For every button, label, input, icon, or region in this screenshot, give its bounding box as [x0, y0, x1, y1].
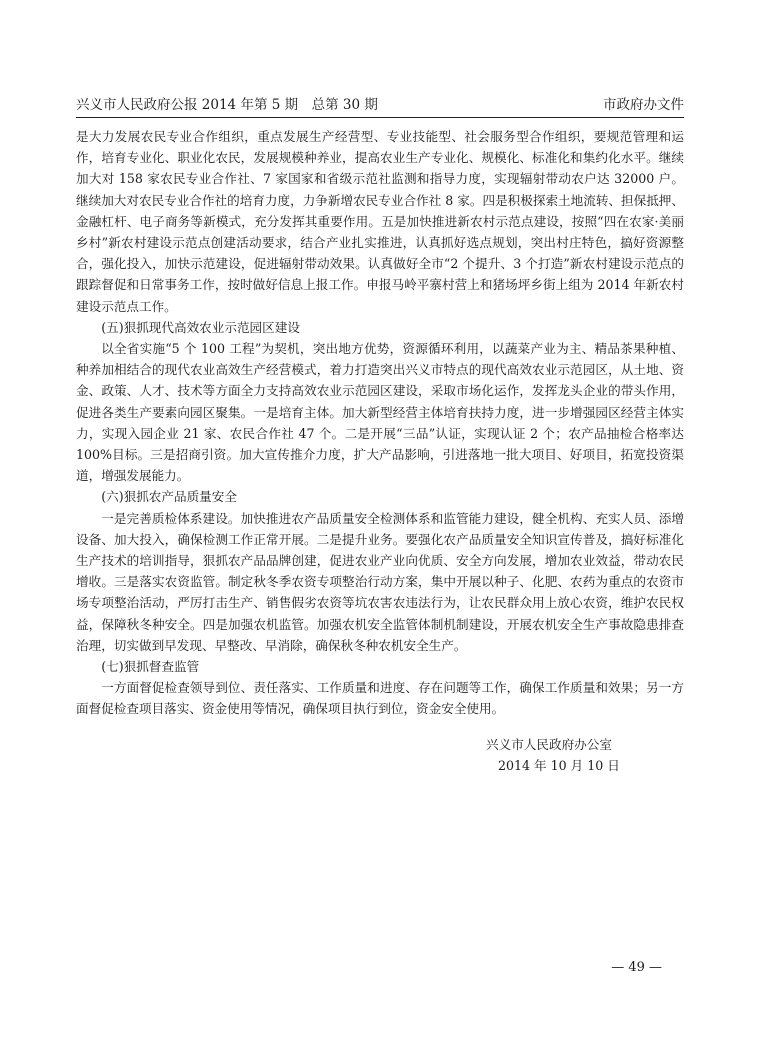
document-body [76, 126, 684, 720]
section-heading-7: (七)狠抓督查监管 [101, 659, 200, 675]
section-heading-5: (五)狠抓现代高效农业示范园区建设 [101, 319, 300, 335]
page-header [76, 93, 684, 118]
body-paragraph: 一方面督促检查领导到位、责任落实、工作质量和进度、存在问题等工作，确保工作质量和效果；另一方面督促检查项目落实、资金使用等情况，确保项目执行到位，资金安全使用。 [76, 680, 684, 717]
signature-date: 2014 年 10 月 10 日 [498, 758, 620, 773]
signature-org: 兴义市人民政府办公室 [486, 737, 612, 752]
signature-block [486, 734, 620, 776]
section-heading-6: (六)狠抓农产品质量安全 [101, 489, 237, 505]
page-number: — 49 — [611, 960, 662, 975]
body-paragraph: 是大力发展农民专业合作组织，重点发展生产经营型、专业技能型、社会服务型合作组织，要规范管理和运作，培育专业化、职业化农民，发展规模种养业，提高农业生产专业化、规模化、标准化和集约化水平。继续加大对 158 家农民专业合作社、7 家国家和省级示范社监测和指导力度，实现辐射带动农户达 32000 户。继续加大对农民专业合作社的培育力度，力争新增农民专业合作社 8 家。四是积极探索土地流转、担保抵押、金融杠杆、电子商务等新模式，充分发挥其重要作用。五是加快推进新农村示范点建设，按照“四在农家·美丽乡村”新农村建设示范点创建活动要求，结合产业扎实推进，认真抓好选点规划，突出村庄特色，搞好资源整合，强化投入，加快示范建设，促进辐射带动效果。认真做好全市“2 个提升、3 个打造”新农村建设示范点的跟踪督促和日常事务工作，按时做好信息上报工作。申报马岭平寨村营上和猪场坪乡街上组为 2014 年新农村建设示范点工作。 [76, 129, 684, 314]
body-paragraph: 一是完善质检体系建设。加快推进农产品质量安全检测体系和监管能力建设，健全机构、充实人员、添增设备、加大投入，确保检测工作正常开展。二是提升业务。要强化农产品质量安全知识宣传普及，搞好标准化生产技术的培训指导，狠抓农产品品牌创建，促进农业产业向优质、安全方向发展，增加农业效益，带动农民增收。三是落实农资监管。制定秋冬季农资专项整治行动方案，集中开展以种子、化肥、农药为重点的农资市场专项整治活动，严厉打击生产、销售假劣农资等坑农害农违法行为，让农民群众用上放心农资，维护农民权益，保障秋冬种安全。四是加强农机监管。加强农机安全监管体制机制建设，开展农机安全生产事故隐患排查治理，切实做到早发现、早整改、早消除，确保秋冬种农机安全生产。 [76, 510, 684, 653]
section-title: 市政府办文件 [603, 97, 684, 113]
body-paragraph: 以全省实施“5 个 100 工程”为契机，突出地方优势，资源循环利用，以蔬菜产业为主、精品茶果种植、种养加相结合的现代农业高效生产经营模式，着力打造突出兴义市特点的现代高效农业示范园区，从土地、资金、政策、人才、技术等方面全力支持高效农业示范园区建设，采取市场化运作，发挥龙头企业的带头作用，促进各类生产要素向园区聚集。一是培育主体。加大新型经营主体培育扶持力度，进一步增强园区经营主体实力，实现入园企业 21 家、农民合作社 47 个。二是开展“三品”认证，实现认证 2 个；农产品抽检合格率达 100%目标。三是招商引资。加大宣传推介力度，扩大产品影响，引进落地一批大项目、好项目，拓宽投资渠道，增强发展能力。 [76, 341, 684, 484]
publication-title: 兴义市人民政府公报 2014 年第 5 期 总第 30 期 [76, 97, 378, 113]
